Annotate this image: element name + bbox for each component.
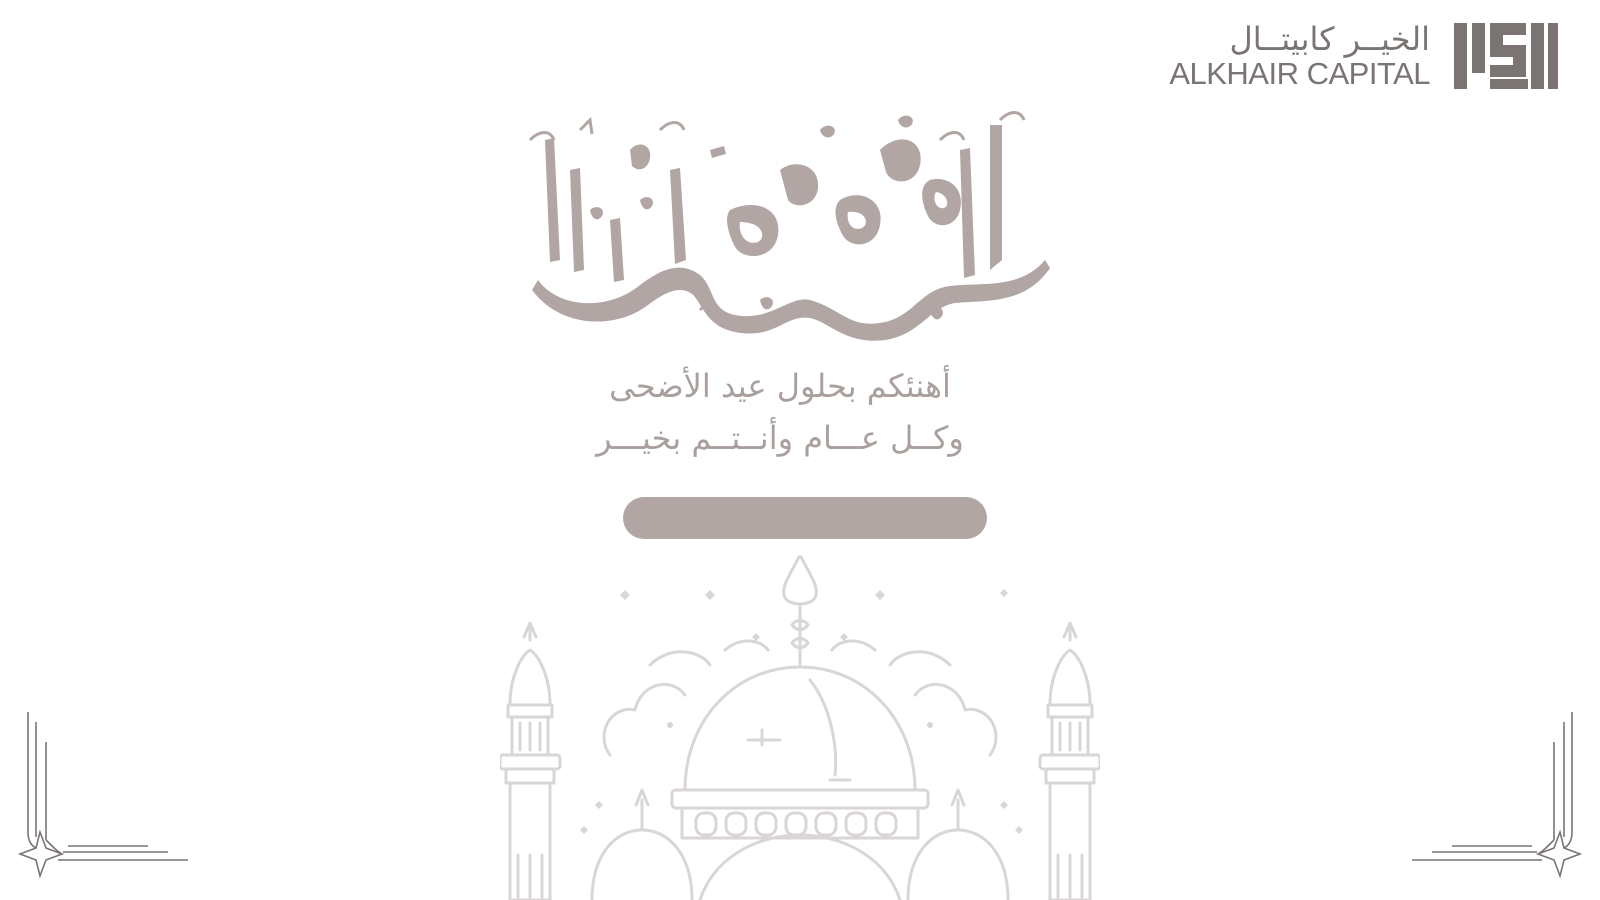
alkhair-logo-icon — [1454, 21, 1558, 91]
brand-header — [1169, 20, 1558, 92]
eid-calligraphy-title — [520, 110, 1060, 350]
greeting-line-1: أهنئكم بحلول عيد الأضحى — [609, 367, 951, 405]
brand-name-english: ALKHAIR CAPITAL — [1169, 56, 1430, 91]
greeting-line-2: وكــل عـــام وأنــتــم بخيـــر — [596, 419, 964, 457]
decorative-pill-bar — [623, 497, 987, 539]
mosque-illustration — [500, 555, 1100, 900]
corner-ornament-left — [18, 712, 198, 900]
greeting-message — [520, 360, 1040, 464]
brand-name-arabic: الخيــر كابيتــال — [1229, 20, 1430, 58]
brand-wordmark — [1169, 21, 1430, 91]
corner-ornament-right — [1402, 712, 1582, 900]
